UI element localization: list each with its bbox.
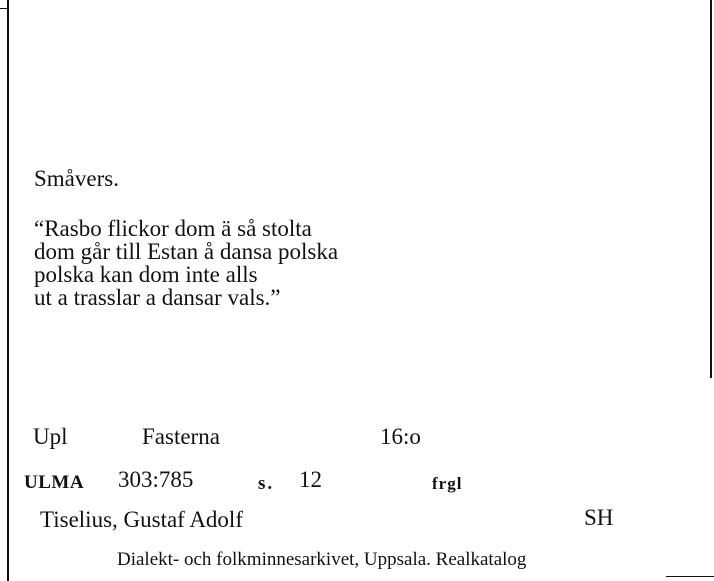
region-label: Upl bbox=[33, 424, 68, 449]
archive-number: 303:785 bbox=[118, 467, 194, 492]
shelf-mark: 16:o bbox=[380, 424, 421, 449]
verse-line: polska kan dom inte alls bbox=[34, 262, 258, 287]
page-number: 12 bbox=[299, 467, 322, 492]
place-label: Fasterna bbox=[142, 424, 220, 449]
card-bottom-right-edge bbox=[666, 576, 714, 577]
recorder-name: Tiselius, Gustaf Adolf bbox=[40, 507, 243, 532]
verse-line: ut a trasslar a dansar vals.” bbox=[34, 285, 281, 310]
category-code: frgl bbox=[432, 474, 463, 493]
archive-footer: Dialekt- och folkminnesarkivet, Uppsala. Realkatalog bbox=[117, 549, 527, 570]
verse-line: dom går till Estan å dansa polska bbox=[34, 239, 339, 264]
cataloger-initials: SH bbox=[584, 505, 614, 530]
card-left-border bbox=[7, 0, 9, 581]
verse-text bbox=[34, 217, 338, 309]
card-top-left-edge bbox=[0, 8, 8, 9]
verse-line: “Rasbo flickor dom ä så stolta bbox=[34, 216, 312, 241]
archive-code: ULMA bbox=[24, 472, 85, 493]
page-prefix: s. bbox=[258, 473, 275, 494]
card-title: Småvers. bbox=[34, 166, 119, 191]
card-right-border bbox=[710, 0, 712, 378]
